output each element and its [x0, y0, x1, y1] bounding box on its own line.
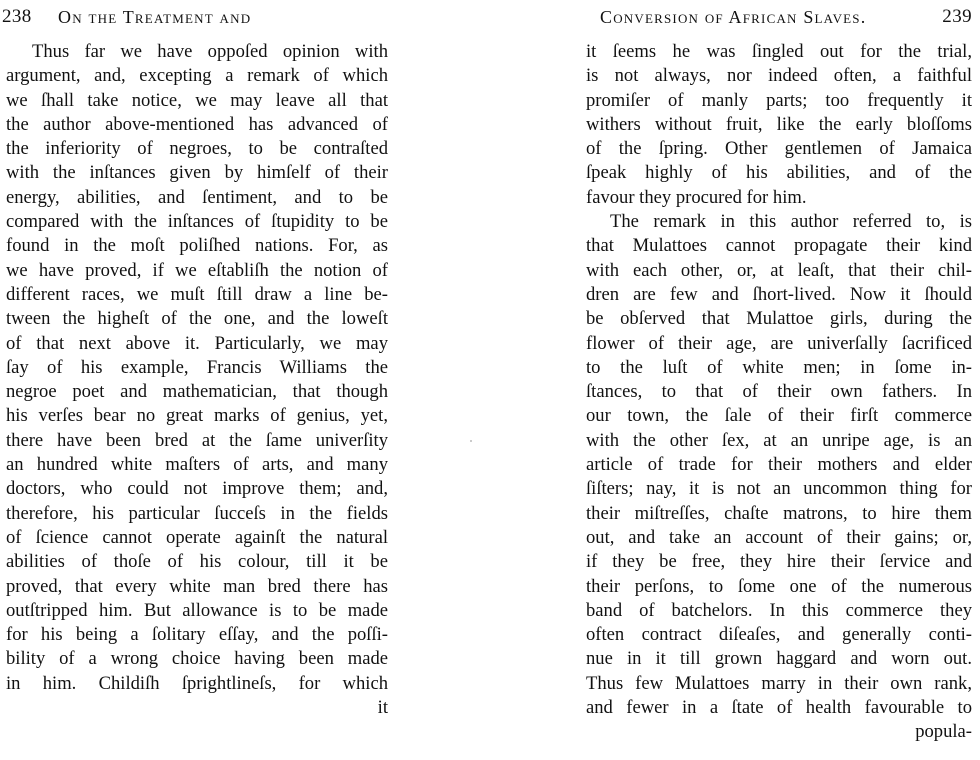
text-line: doctors, who could not improve them; and, — [6, 478, 388, 500]
text-line: The remark in this author referred to, is — [610, 211, 972, 233]
gutter-speck — [470, 440, 472, 442]
text-line: be obſerved that Mulattoe girls, during the — [586, 308, 972, 330]
text-line: their miſtreſſes, chaſte matrons, to hire them — [586, 502, 972, 524]
left-running-title: On the Treatment and — [58, 7, 252, 27]
left-page-number: 238 — [2, 6, 32, 27]
text-line: out, and take an account of their gains; or, — [586, 526, 972, 548]
text-line: with the other ſex, at an unripe age, is an — [586, 429, 972, 451]
right-text-block — [578, 40, 974, 745]
text-line: tween the higheſt of the one, and the loweſt — [6, 308, 388, 330]
text-line: in him. Childiſh ſprightlineſs, for which — [6, 672, 388, 694]
text-line: to the luſt of white men; in ſome in- — [586, 356, 972, 378]
text-line: of that next above it. Particularly, we may — [6, 332, 388, 354]
right-running-head — [578, 6, 974, 30]
text-line: if they be free, they hire their ſervice and — [586, 551, 972, 573]
text-line: compared with the inſtances of ſtupidity to be — [6, 211, 388, 233]
text-line: ſay of his example, Francis Williams the — [6, 356, 388, 378]
text-line: nue in it till grown haggard and worn out. — [586, 648, 972, 670]
text-line: their perſons, to ſome one of the numerous — [586, 575, 972, 597]
text-line: negroe poet and mathematician, that though — [6, 381, 388, 403]
text-line: we ſhall take notice, we may leave all that — [6, 89, 388, 111]
text-line: Thus few Mulattoes marry in their own rank, — [586, 672, 972, 694]
text-line: different races, we muſt ſtill draw a line be- — [6, 283, 388, 305]
text-line: band of batchelors. In this commerce they — [586, 599, 972, 621]
text-line: the author above-mentioned has advanced of — [6, 113, 388, 135]
left-catchword: it — [377, 697, 388, 719]
text-line: energy, abilities, and ſentiment, and to be — [6, 186, 388, 208]
text-line: with each other, or, at leaſt, that their chil- — [586, 259, 972, 281]
text-line: for his being a ſolitary eſſay, and the poſſi- — [6, 624, 388, 646]
text-line: is not always, nor indeed often, a faithful — [586, 65, 972, 87]
text-line: of ſcience cannot operate againſt the natural — [6, 526, 388, 548]
text-line: we have proved, if we eſtabliſh the notion of — [6, 259, 388, 281]
text-line: abilities of thoſe of his colour, till it be — [6, 551, 388, 573]
text-line: ſiſters; nay, it is not an uncommon thing for — [586, 478, 972, 500]
text-line: of the ſpring. Other gentlemen of Jamaica — [586, 138, 972, 160]
text-line: favour they procured for him. — [586, 186, 807, 208]
text-line: proved, that every white man bred there has — [6, 575, 388, 597]
left-running-head — [0, 6, 400, 30]
text-line: therefore, his particular ſucceſs in the fields — [6, 502, 388, 524]
left-text-block — [0, 40, 400, 720]
text-line: it ſeems he was ſingled out for the trial, — [586, 41, 972, 62]
text-line: there have been bred at the ſame univerſity — [6, 429, 388, 451]
text-line: that Mulattoes cannot propagate their kind — [586, 235, 972, 257]
text-line: with the inſtances given by himſelf of their — [6, 162, 388, 184]
text-line: often contract diſeaſes, and generally conti- — [586, 624, 972, 646]
text-line: dren are few and ſhort-lived. Now it ſhould — [586, 283, 972, 305]
text-line: found in the moſt poliſhed nations. For, as — [6, 235, 388, 257]
text-line: article of trade for their mothers and elder — [586, 454, 972, 476]
text-line: the inferiority of negroes, to be contraſted — [6, 138, 388, 160]
right-page — [578, 0, 974, 760]
text-line: ſtances, to that of their own fathers. In — [586, 381, 972, 403]
left-page — [0, 0, 400, 760]
right-catchword: popula- — [915, 721, 972, 743]
text-line: his verſes bear no great marks of genius, yet, — [6, 405, 388, 427]
text-line: Thus far we have oppoſed opinion with — [32, 41, 388, 62]
text-line: and fewer in a ſtate of health favourable to — [586, 697, 972, 719]
text-line: ſpeak highly of his abilities, and of the — [586, 162, 972, 184]
text-line: outſtripped him. But allowance is to be made — [6, 599, 388, 621]
text-line: withers without fruit, like the early bloſſoms — [586, 113, 972, 135]
right-running-title: Conversion of African Slaves. — [600, 7, 867, 27]
text-line: flower of their age, are univerſally ſacrificed — [586, 332, 972, 354]
text-line: our town, the ſale of their firſt commerce — [586, 405, 972, 427]
text-line: promiſer of manly parts; too frequently it — [586, 89, 972, 111]
right-page-number: 239 — [942, 6, 972, 27]
text-line: bility of a wrong choice having been made — [6, 648, 388, 670]
text-line: argument, and, excepting a remark of which — [6, 65, 388, 87]
text-line: an hundred white maſters of arts, and many — [6, 454, 388, 476]
